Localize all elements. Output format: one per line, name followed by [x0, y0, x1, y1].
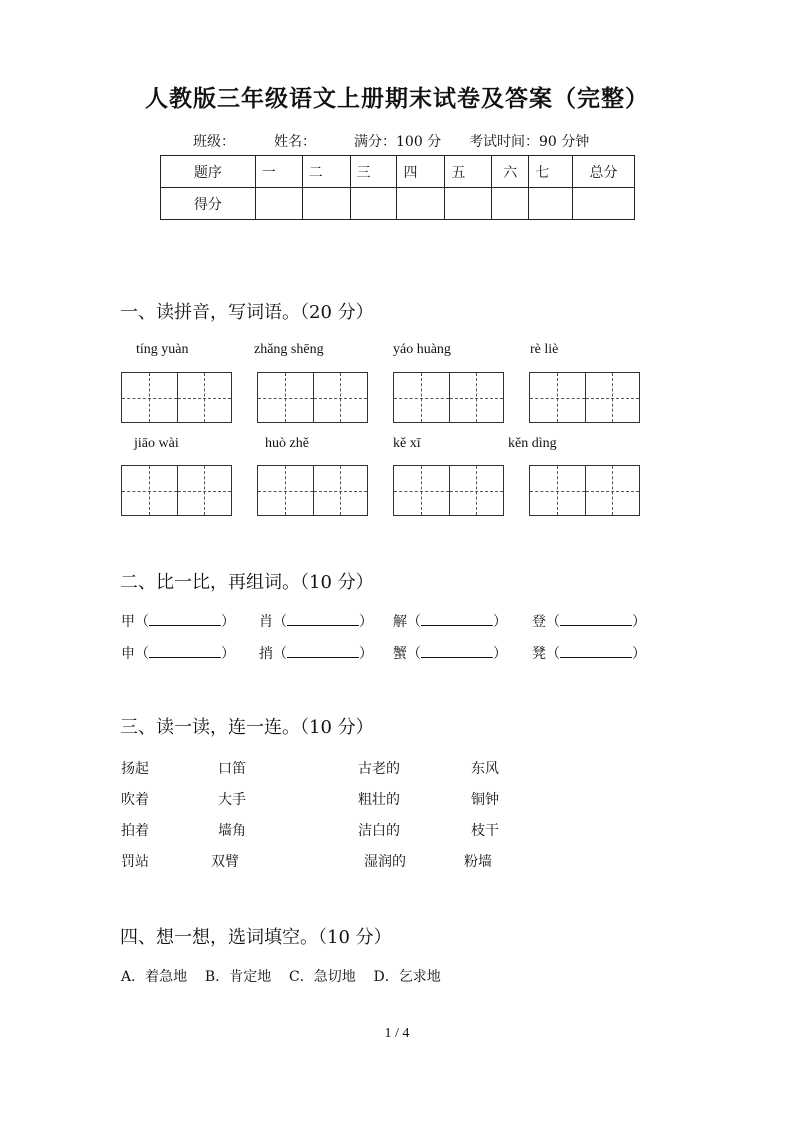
answer-blank[interactable] [287, 613, 359, 626]
score-cell[interactable] [445, 188, 492, 220]
answer-blank[interactable] [149, 613, 221, 626]
character: 解 [393, 614, 407, 630]
match-word[interactable]: 墙角 [218, 823, 246, 839]
word-fill-item[interactable]: 登（ ） [532, 614, 646, 630]
table-header-cell: 四 [397, 156, 445, 188]
word-fill-item[interactable]: 蟹（ ） [393, 646, 507, 662]
score-table-score-row [161, 188, 635, 220]
word-fill-item[interactable]: 肖（ ） [259, 614, 373, 630]
score-cell[interactable] [397, 188, 445, 220]
match-word[interactable]: 大手 [218, 792, 246, 808]
section-4-title: 四、想一想，选词填空。（10 分） [120, 927, 392, 948]
character: 蟹 [393, 646, 407, 662]
pinyin-label: tíng yuàn [136, 342, 189, 357]
word-fill-item[interactable]: 捎（ ） [259, 646, 373, 662]
match-word[interactable]: 东风 [471, 761, 499, 777]
answer-blank[interactable] [560, 645, 632, 658]
answer-blank[interactable] [560, 613, 632, 626]
score-cell[interactable] [302, 188, 350, 220]
match-word[interactable]: 粗壮的 [358, 792, 400, 808]
match-word[interactable]: 洁白的 [358, 823, 400, 839]
pinyin-label: jiāo wài [134, 436, 179, 451]
table-header-cell: 五 [445, 156, 492, 188]
match-word[interactable]: 扬起 [121, 761, 149, 777]
table-header-cell: 二 [302, 156, 350, 188]
match-word[interactable]: 湿润的 [364, 854, 406, 870]
score-table-header-row [161, 156, 635, 188]
writing-grid[interactable] [121, 465, 232, 516]
match-word[interactable]: 粉墙 [464, 854, 492, 870]
word-options: A．着急地 B．肯定地 C．急切地 D．乞求地 [121, 969, 441, 985]
table-header-cell: 题序 [161, 156, 256, 188]
writing-grid[interactable] [257, 465, 368, 516]
score-cell[interactable] [529, 188, 573, 220]
character: 甲 [121, 614, 135, 630]
character: 肖 [259, 614, 273, 630]
score-cell[interactable] [573, 188, 635, 220]
section-2-title: 二、比一比，再组词。（10 分） [120, 572, 374, 593]
character: 登 [532, 614, 546, 630]
character: 申 [121, 646, 135, 662]
pinyin-label: huò zhě [265, 436, 309, 451]
character: 凳 [532, 646, 546, 662]
answer-blank[interactable] [421, 645, 493, 658]
table-header-cell: 一 [255, 156, 302, 188]
match-word[interactable]: 口笛 [218, 761, 246, 777]
pinyin-label: kě xī [393, 436, 421, 451]
word-fill-item[interactable]: 申（ ） [121, 646, 235, 662]
word-fill-item[interactable]: 解（ ） [393, 614, 507, 630]
pinyin-label: rè liè [530, 342, 559, 357]
pinyin-label: yáo huàng [393, 342, 451, 357]
score-cell[interactable] [255, 188, 302, 220]
match-word[interactable]: 古老的 [358, 761, 400, 777]
class-label: 班级： [193, 134, 235, 150]
match-word[interactable]: 罚站 [121, 854, 149, 870]
writing-grid[interactable] [257, 372, 368, 423]
page-title: 人教版三年级语文上册期末试卷及答案（完整） [145, 85, 649, 112]
writing-grid[interactable] [393, 372, 504, 423]
table-header-cell: 总分 [573, 156, 635, 188]
word-fill-item[interactable]: 凳（ ） [532, 646, 646, 662]
match-word[interactable]: 拍着 [121, 823, 149, 839]
section-3-title: 三、读一读，连一连。（10 分） [120, 717, 374, 738]
answer-blank[interactable] [149, 645, 221, 658]
match-word[interactable]: 吹着 [121, 792, 149, 808]
section-1-title: 一、读拼音，写词语。（20 分） [120, 302, 374, 323]
writing-grid[interactable] [529, 372, 640, 423]
score-cell[interactable] [492, 188, 529, 220]
writing-grid[interactable] [393, 465, 504, 516]
table-header-cell: 三 [350, 156, 397, 188]
page-number: 1 / 4 [384, 1026, 410, 1041]
pinyin-label: kěn dìng [508, 436, 557, 451]
writing-grid[interactable] [121, 372, 232, 423]
exam-time-label: 考试时间：90 分钟 [469, 134, 590, 150]
pinyin-label: zhǎng shēng [254, 342, 324, 357]
table-row-label: 得分 [161, 188, 256, 220]
score-cell[interactable] [350, 188, 397, 220]
answer-blank[interactable] [421, 613, 493, 626]
match-word[interactable]: 双臂 [211, 854, 239, 870]
writing-grid[interactable] [529, 465, 640, 516]
word-fill-item[interactable]: 甲（ ） [121, 614, 235, 630]
score-table [160, 155, 635, 220]
table-header-cell: 六 [492, 156, 529, 188]
match-word[interactable]: 铜钟 [471, 792, 499, 808]
full-score-label: 满分：100 分 [354, 134, 442, 150]
match-word[interactable]: 枝干 [471, 823, 499, 839]
table-header-cell: 七 [529, 156, 573, 188]
name-label: 姓名： [274, 134, 316, 150]
answer-blank[interactable] [287, 645, 359, 658]
character: 捎 [259, 646, 273, 662]
